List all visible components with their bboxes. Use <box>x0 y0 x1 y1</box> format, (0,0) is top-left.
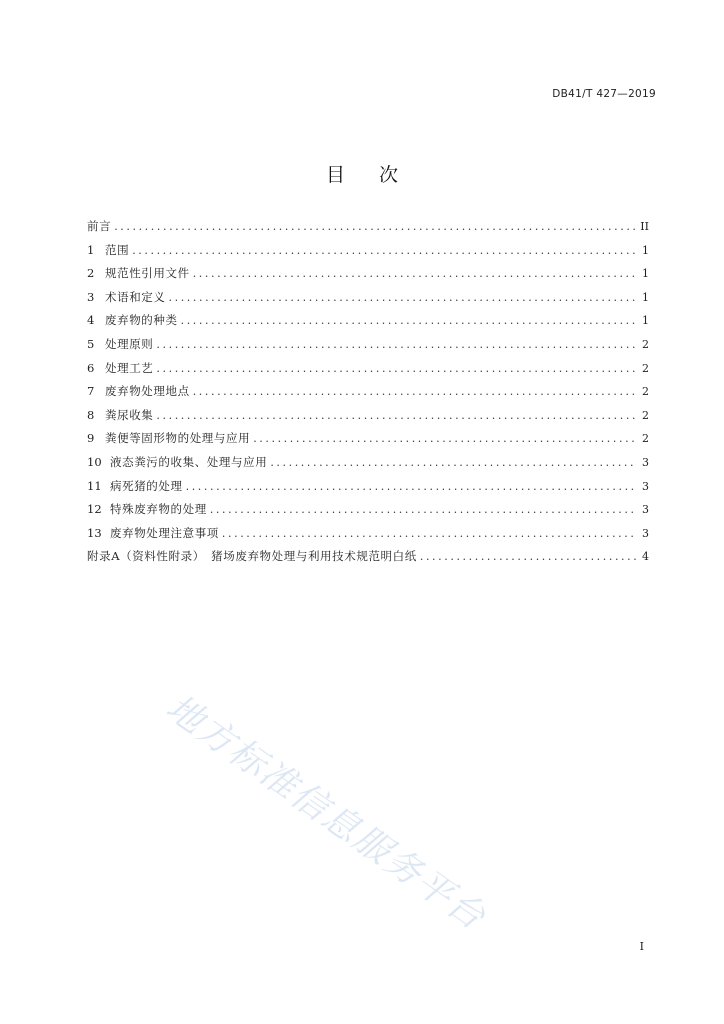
toc-entry-page: 2 <box>642 432 649 446</box>
toc-entry-page: 1 <box>642 267 649 281</box>
title-part-1: 目 <box>325 164 345 186</box>
toc-dot-leader <box>114 220 636 233</box>
toc-entry-label <box>87 525 219 541</box>
toc-entry-title: 规范性引用文件 <box>105 266 190 281</box>
toc-entry[interactable] <box>87 525 649 549</box>
toc-entry-page: 1 <box>642 243 649 257</box>
toc-entry[interactable] <box>87 336 649 360</box>
toc-entry-title: 特殊废弃物的处理 <box>110 502 207 517</box>
toc-dot-leader <box>156 362 637 375</box>
toc-entry-title: 废弃物的种类 <box>105 313 178 328</box>
toc-entry[interactable] <box>87 242 649 266</box>
toc-entry[interactable] <box>87 501 649 525</box>
toc-entry-page: 3 <box>642 526 649 540</box>
toc-entry-title: 术语和定义 <box>105 289 166 304</box>
toc-entry-page: 3 <box>642 455 649 469</box>
toc-entry-number: 12 <box>87 502 102 517</box>
toc-dot-leader <box>270 456 637 469</box>
toc-dot-leader <box>210 503 637 516</box>
toc-entry-page: 4 <box>642 550 649 564</box>
toc-entry-page: 3 <box>642 479 649 493</box>
toc-entry-title: 处理原则 <box>105 336 154 351</box>
toc-entry[interactable] <box>87 312 649 336</box>
toc-entry-label <box>87 501 207 517</box>
toc-entry-page: 2 <box>642 337 649 351</box>
toc-entry-label <box>87 478 183 494</box>
toc-dot-leader <box>253 432 637 445</box>
toc-entry-number: 7 <box>87 384 95 399</box>
toc-entry-title: 废弃物处理地点 <box>105 384 190 399</box>
toc-dot-leader <box>169 291 638 304</box>
toc-entry-number: 9 <box>87 431 95 446</box>
toc-entry-label <box>87 430 250 446</box>
toc-entry[interactable] <box>87 289 649 313</box>
toc-entry-page: 2 <box>642 408 649 422</box>
toc-entry[interactable] <box>87 454 649 478</box>
toc-entry[interactable] <box>87 360 649 384</box>
standard-code: DB41/T 427—2019 <box>552 88 656 100</box>
toc-entry-number: 3 <box>87 289 95 304</box>
toc-entry-number: 13 <box>87 525 102 540</box>
toc-entry[interactable] <box>87 218 649 242</box>
page-title <box>0 160 724 187</box>
toc-entry-label <box>87 383 190 399</box>
toc-dot-leader <box>193 267 637 280</box>
toc-entry-number: 2 <box>87 266 95 281</box>
toc-entry-label <box>87 218 111 234</box>
toc-entry-label <box>87 360 153 376</box>
toc-entry-number: 1 <box>87 242 95 257</box>
toc-entry-number: 5 <box>87 336 95 351</box>
title-part-2: 次 <box>379 164 399 186</box>
toc-entry[interactable] <box>87 478 649 502</box>
toc-entry-number: 8 <box>87 407 95 422</box>
toc-entry[interactable] <box>87 383 649 407</box>
toc-entry[interactable] <box>87 265 649 289</box>
toc-dot-leader <box>156 409 637 422</box>
toc-entry-number: 11 <box>87 478 102 493</box>
toc-dot-leader <box>420 550 637 563</box>
toc-entry-label <box>87 454 267 470</box>
toc-entry-page: 2 <box>642 385 649 399</box>
toc-entry-label <box>87 242 129 258</box>
toc-entry-label <box>87 336 153 352</box>
watermark: 地方标准信息服务平台 <box>158 687 494 939</box>
toc-entry-page: II <box>640 220 649 233</box>
toc-entry-title: 粪便等固形物的处理与应用 <box>105 431 251 446</box>
toc-entry-page: 1 <box>642 314 649 328</box>
toc-entry[interactable] <box>87 548 649 572</box>
toc-dot-leader <box>156 338 637 351</box>
toc-entry-page: 2 <box>642 361 649 375</box>
toc-entry[interactable] <box>87 407 649 431</box>
toc-dot-leader <box>193 385 637 398</box>
toc-entry-title: 粪尿收集 <box>105 407 154 422</box>
toc-dot-leader <box>181 314 637 327</box>
toc-dot-leader <box>222 527 637 540</box>
toc-dot-leader <box>186 480 637 493</box>
footer-page-number: I <box>639 940 644 953</box>
toc-entry-number: 6 <box>87 360 95 375</box>
toc-entry-label <box>87 265 190 281</box>
toc-entry-title: 处理工艺 <box>105 360 154 375</box>
toc-entry-label <box>87 289 166 305</box>
toc-entry-title: 液态粪污的收集、处理与应用 <box>110 454 268 469</box>
toc-entry-label <box>87 312 178 328</box>
toc-entry-number: 10 <box>87 454 102 469</box>
toc-entry-title: 范围 <box>105 242 130 257</box>
toc-entry-label <box>87 407 153 423</box>
table-of-contents <box>87 218 649 572</box>
toc-entry-title: 病死猪的处理 <box>110 478 183 493</box>
toc-entry[interactable] <box>87 430 649 454</box>
toc-dot-leader <box>132 244 637 257</box>
toc-entry-page: 3 <box>642 503 649 517</box>
toc-entry-title: 前言 <box>87 219 112 233</box>
toc-entry-label <box>87 548 417 564</box>
toc-entry-title: 附录A（资料性附录） 猪场废弃物处理与利用技术规范明白纸 <box>87 549 417 564</box>
toc-entry-number: 4 <box>87 313 95 328</box>
toc-entry-title: 废弃物处理注意事项 <box>110 525 219 540</box>
toc-entry-page: 1 <box>642 290 649 304</box>
